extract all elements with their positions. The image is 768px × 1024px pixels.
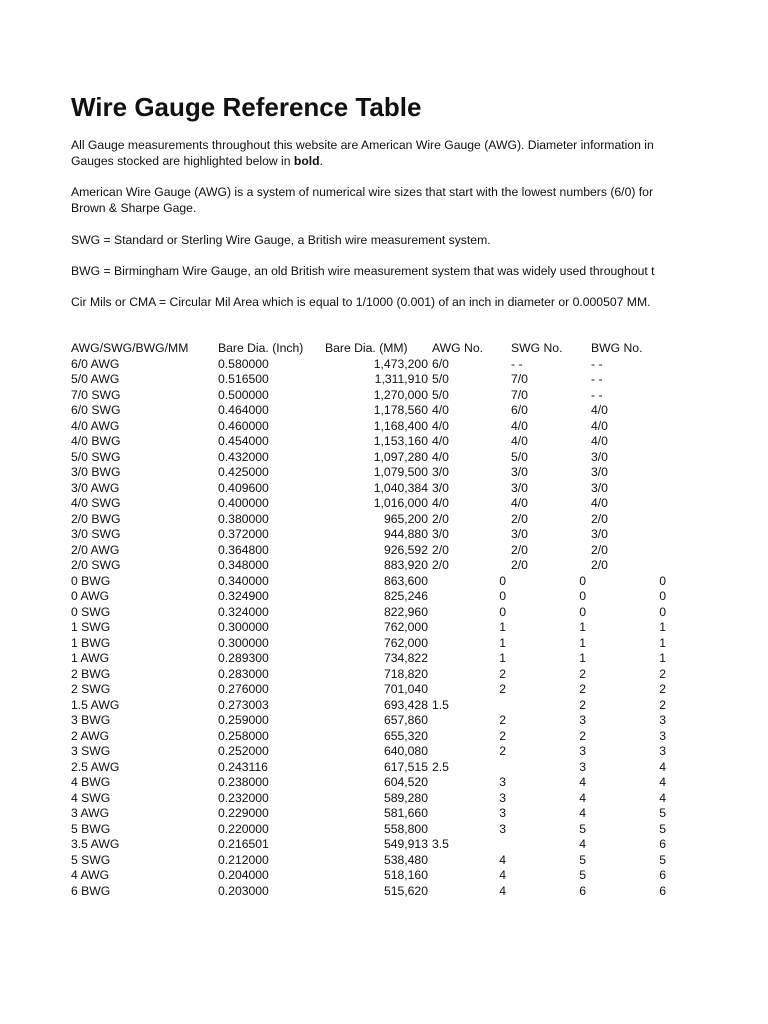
bwg-cell: 3/0 (591, 465, 608, 479)
table-row (71, 868, 668, 884)
inch-cell: 0.324000 (218, 604, 269, 619)
awg-cell: 4 (499, 868, 506, 882)
inch-cell: 0.364800 (218, 542, 269, 557)
inch-cell: 0.300000 (218, 620, 269, 634)
table-row (71, 682, 668, 698)
gauge-cell: 2 BWG (71, 666, 111, 681)
intro-paragraph-line-1: All Gauge measurements throughout this website are American Wire Gauge (AWG). Diameter information in (71, 138, 654, 152)
mm-cell: 1,168,400 (373, 418, 428, 433)
swg-cell: 3/0 (511, 465, 528, 479)
header-swg: SWG No. (511, 341, 563, 355)
swg-cell: 4/0 (511, 434, 528, 448)
bwg-cell: 6 (659, 868, 666, 882)
table-row (71, 729, 668, 745)
swg-cell: 1 (579, 620, 586, 634)
mm-cell: 883,920 (383, 558, 428, 572)
bwg-cell: - - (591, 387, 603, 402)
inch-cell: 0.273003 (218, 697, 269, 712)
inch-cell: 0.348000 (218, 558, 269, 572)
inch-cell: 0.283000 (218, 666, 269, 681)
gauge-cell: 7/0 SWG (71, 387, 121, 402)
mm-cell: 1,473,200 (373, 356, 428, 371)
gauge-cell: 1 SWG (71, 620, 111, 634)
table-row (71, 713, 668, 729)
inch-cell: 0.372000 (218, 527, 269, 541)
mm-cell: 762,000 (383, 635, 428, 650)
table-row (71, 806, 668, 822)
swg-cell: 5/0 (511, 449, 528, 464)
bwg-cell: 2/0 (591, 542, 608, 557)
gauge-cell: 0 AWG (71, 589, 110, 603)
inch-cell: 0.252000 (218, 744, 269, 758)
mm-cell: 640,080 (383, 744, 428, 758)
mm-cell: 822,960 (383, 604, 428, 619)
gauge-cell: 4 SWG (71, 790, 111, 805)
awg-cell: 3/0 (432, 480, 449, 495)
awg-cell: 3 (499, 806, 506, 820)
table-header-row (71, 341, 668, 357)
gauge-cell: 4/0 BWG (71, 434, 121, 448)
swg-cell: 5 (579, 868, 586, 882)
awg-cell: 2 (499, 744, 506, 758)
mm-cell: 1,311,910 (374, 372, 428, 386)
inch-cell: 0.324900 (218, 589, 269, 603)
bwg-cell: 6 (659, 837, 666, 851)
awg-cell: 4 (499, 883, 506, 898)
table-row (71, 558, 668, 574)
inch-cell: 0.212000 (218, 852, 269, 867)
swg-cell: 2/0 (511, 542, 528, 557)
mm-cell: 1,178,560 (373, 403, 428, 417)
bwg-cell: 3/0 (591, 480, 608, 495)
mm-cell: 1,153,160 (373, 434, 428, 448)
bwg-cell: 4/0 (591, 434, 608, 448)
bwg-cell: 1 (659, 635, 666, 650)
table-row (71, 496, 668, 512)
inch-cell: 0.409600 (218, 480, 269, 495)
mm-cell: 558,800 (383, 821, 428, 836)
table-row (71, 403, 668, 419)
swg-cell: 5 (579, 852, 586, 867)
gauge-cell: 5 BWG (71, 821, 111, 836)
bwg-cell: 5 (659, 852, 666, 867)
bwg-cell: - - (591, 372, 603, 386)
header-awg: AWG No. (432, 341, 484, 355)
mm-cell: 863,600 (383, 573, 428, 588)
mm-cell: 657,860 (383, 713, 428, 727)
swg-cell: 7/0 (511, 387, 528, 402)
header-mm: Bare Dia. (MM) (325, 341, 408, 355)
awg-cell: 4/0 (432, 496, 449, 510)
awg-cell: 4/0 (432, 418, 449, 433)
awg-cell: 0 (499, 589, 506, 603)
inch-cell: 0.380000 (218, 511, 269, 526)
awg-paragraph-line-1: American Wire Gauge (AWG) is a system of numerical wire sizes that start with the lowest numbers (6/0) for (71, 185, 654, 199)
table-row (71, 543, 668, 559)
mm-cell: 604,520 (383, 775, 428, 789)
gauge-cell: 5 SWG (71, 852, 111, 867)
table-row (71, 434, 668, 450)
table-row (71, 574, 668, 590)
awg-cell: 3 (499, 821, 506, 836)
gauge-cell: 4 BWG (71, 775, 111, 789)
gauge-cell: 1 AWG (71, 651, 110, 665)
swg-cell: 4/0 (511, 496, 528, 510)
awg-cell: 2 (499, 666, 506, 681)
bwg-cell: 4/0 (591, 403, 608, 417)
bwg-cell: 3 (659, 728, 666, 743)
table-row (71, 372, 668, 388)
inch-cell: 0.229000 (218, 806, 269, 820)
awg-cell: 1 (499, 635, 506, 650)
awg-cell: 3 (499, 790, 506, 805)
gauge-cell: 2 SWG (71, 682, 111, 696)
inch-cell: 0.432000 (218, 449, 269, 464)
swg-cell: - - (511, 356, 523, 371)
inch-cell: 0.454000 (218, 434, 269, 448)
swg-cell: 2 (579, 666, 586, 681)
bwg-cell: 4 (659, 790, 666, 805)
mm-cell: 1,097,280 (373, 449, 428, 464)
awg-fraction-cell: 3.5 (432, 837, 449, 851)
inch-cell: 0.464000 (218, 403, 269, 417)
inch-cell: 0.340000 (218, 573, 269, 588)
gauge-cell: 4/0 AWG (71, 418, 120, 433)
table-body (71, 357, 668, 900)
gauge-cell: 2 AWG (71, 728, 110, 743)
awg-fraction-cell: 1.5 (432, 697, 449, 712)
mm-cell: 1,040,384 (373, 480, 428, 495)
table-row (71, 884, 668, 900)
bwg-cell: 2/0 (591, 558, 608, 572)
bwg-cell: 4 (659, 775, 666, 789)
table-row (71, 512, 668, 528)
mm-cell: 734,822 (383, 651, 428, 665)
table-row (71, 527, 668, 543)
inch-cell: 0.460000 (218, 418, 269, 433)
table-row (71, 388, 668, 404)
wire-gauge-table (71, 341, 668, 899)
awg-cell: 2 (499, 728, 506, 743)
inch-cell: 0.425000 (218, 465, 269, 479)
gauge-cell: 1 BWG (71, 635, 111, 650)
bwg-paragraph: BWG = Birmingham Wire Gauge, an old British wire measurement system that was widely used throughout t (71, 264, 655, 278)
document-content (71, 88, 668, 908)
awg-cell: 2/0 (432, 558, 449, 572)
swg-cell: 2 (579, 697, 586, 712)
awg-cell: 2 (499, 682, 506, 696)
swg-cell: 6 (579, 883, 586, 898)
bwg-cell: 1 (659, 620, 666, 634)
gauge-cell: 2/0 SWG (71, 558, 121, 572)
intro-paragraph-line-2 (71, 153, 323, 169)
swg-cell: 3/0 (511, 480, 528, 495)
inch-cell: 0.500000 (218, 387, 269, 402)
swg-cell: 3 (579, 759, 586, 774)
swg-cell: 2 (579, 682, 586, 696)
swg-cell: 4 (579, 806, 586, 820)
bwg-cell: 2 (659, 666, 666, 681)
mm-cell: 515,620 (383, 883, 428, 898)
awg-cell: 3/0 (432, 527, 449, 541)
gauge-cell: 1.5 AWG (71, 697, 120, 712)
bwg-cell: 1 (659, 651, 666, 665)
gauge-cell: 6/0 SWG (71, 403, 121, 417)
awg-cell: 3 (499, 775, 506, 789)
bwg-cell: 3/0 (591, 527, 608, 541)
table-row (71, 698, 668, 714)
mm-cell: 718,820 (383, 666, 428, 681)
swg-cell: 4 (579, 775, 586, 789)
swg-paragraph: SWG = Standard or Sterling Wire Gauge, a British wire measurement system. (71, 233, 491, 247)
awg-cell: 4/0 (432, 403, 449, 417)
header-bwg: BWG No. (591, 341, 643, 355)
bwg-cell: 4 (659, 759, 666, 774)
mm-cell: 518,160 (383, 868, 428, 882)
gauge-cell: 4 AWG (71, 868, 110, 882)
table-row (71, 837, 668, 853)
table-row (71, 465, 668, 481)
swg-cell: 2 (579, 728, 586, 743)
inch-cell: 0.204000 (218, 868, 269, 882)
awg-cell: 0 (499, 604, 506, 619)
swg-cell: 3 (579, 744, 586, 758)
mm-cell: 926,592 (383, 542, 428, 557)
table-row (71, 667, 668, 683)
intro-paragraph-text: Gauges stocked are highlighted below in (71, 154, 294, 168)
inch-cell: 0.203000 (218, 883, 269, 898)
gauge-cell: 3 AWG (71, 806, 110, 820)
inch-cell: 0.232000 (218, 790, 269, 805)
awg-cell: 2 (499, 713, 506, 727)
mm-cell: 693,428 (383, 697, 428, 712)
table-row (71, 822, 668, 838)
awg-cell: 4/0 (432, 449, 449, 464)
awg-cell: 6/0 (432, 356, 449, 371)
swg-cell: 0 (579, 604, 586, 619)
header-inch: Bare Dia. (Inch) (218, 341, 304, 355)
table-row (71, 651, 668, 667)
table-row (71, 419, 668, 435)
bwg-cell: - - (591, 356, 603, 371)
table-row (71, 620, 668, 636)
bwg-cell: 2 (659, 697, 666, 712)
mm-cell: 944,880 (383, 527, 428, 541)
inch-cell: 0.243116 (218, 759, 268, 774)
table-row (71, 775, 668, 791)
cma-paragraph: Cir Mils or CMA = Circular Mil Area which is equal to 1/1000 (0.001) of an inch in diameter or 0.000507 MM. (71, 295, 651, 309)
swg-cell: 6/0 (511, 403, 528, 417)
awg-cell: 1 (499, 651, 506, 665)
gauge-cell: 3.5 AWG (71, 837, 120, 851)
swg-cell: 7/0 (511, 372, 528, 386)
mm-cell: 655,320 (383, 728, 428, 743)
awg-cell: 5/0 (432, 387, 449, 402)
mm-cell: 549,913 (383, 837, 428, 851)
inch-cell: 0.258000 (218, 728, 269, 743)
mm-cell: 617,515 (383, 759, 428, 774)
swg-cell: 1 (579, 651, 586, 665)
gauge-cell: 2/0 AWG (71, 542, 120, 557)
mm-cell: 965,200 (383, 511, 428, 526)
table-row (71, 791, 668, 807)
swg-cell: 0 (579, 589, 586, 603)
swg-cell: 3 (579, 713, 586, 727)
awg-cell: 2/0 (432, 542, 449, 557)
bwg-cell: 0 (659, 604, 666, 619)
awg-cell: 3/0 (432, 465, 449, 479)
gauge-cell: 3/0 BWG (71, 465, 121, 479)
bwg-cell: 3/0 (591, 449, 608, 464)
swg-cell: 5 (579, 821, 586, 836)
inch-cell: 0.580000 (218, 356, 269, 371)
inch-cell: 0.220000 (218, 821, 269, 836)
inch-cell: 0.289300 (218, 651, 269, 665)
page-title: Wire Gauge Reference Table (71, 92, 422, 122)
table-row (71, 636, 668, 652)
swg-cell: 2/0 (511, 558, 528, 572)
awg-cell: 5/0 (432, 372, 449, 386)
mm-cell: 825,246 (383, 589, 428, 603)
inch-cell: 0.400000 (218, 496, 269, 510)
gauge-cell: 5/0 AWG (71, 372, 120, 386)
intro-paragraph-period: . (319, 154, 324, 168)
swg-cell: 3/0 (511, 527, 528, 541)
bwg-cell: 2/0 (591, 511, 608, 526)
table-row (71, 450, 668, 466)
table-row (71, 744, 668, 760)
bwg-cell: 5 (659, 821, 666, 836)
gauge-cell: 6 BWG (71, 883, 111, 898)
inch-cell: 0.238000 (218, 775, 269, 789)
inch-cell: 0.276000 (218, 682, 269, 696)
swg-cell: 2/0 (511, 511, 528, 526)
bwg-cell: 3 (659, 713, 666, 727)
gauge-cell: 2/0 BWG (71, 511, 121, 526)
gauge-cell: 6/0 AWG (71, 356, 120, 371)
gauge-cell: 3 BWG (71, 713, 111, 727)
gauge-cell: 2.5 AWG (71, 759, 120, 774)
inch-cell: 0.216501 (218, 837, 269, 851)
mm-cell: 581,660 (383, 806, 428, 820)
inch-cell: 0.300000 (218, 635, 269, 650)
mm-cell: 1,016,000 (373, 496, 428, 510)
table-row (71, 760, 668, 776)
header-gauge: AWG/SWG/BWG/MM (71, 341, 189, 355)
awg-cell: 4/0 (432, 434, 449, 448)
swg-cell: 4 (579, 790, 586, 805)
bwg-cell: 2 (659, 682, 666, 696)
table-row (71, 853, 668, 869)
mm-cell: 1,079,500 (373, 465, 428, 479)
table-row (71, 481, 668, 497)
table-row (71, 605, 668, 621)
mm-cell: 589,280 (383, 790, 428, 805)
awg-fraction-cell: 2.5 (432, 759, 449, 774)
awg-cell: 4 (499, 852, 506, 867)
inch-cell: 0.259000 (218, 713, 269, 727)
table-row (71, 589, 668, 605)
mm-cell: 538,480 (383, 852, 428, 867)
mm-cell: 701,040 (383, 682, 428, 696)
gauge-cell: 3 SWG (71, 744, 111, 758)
bwg-cell: 3 (659, 744, 666, 758)
bwg-cell: 0 (659, 573, 666, 588)
gauge-cell: 5/0 SWG (71, 449, 121, 464)
swg-cell: 0 (579, 573, 586, 588)
mm-cell: 762,000 (383, 620, 428, 634)
bwg-cell: 4/0 (591, 496, 608, 510)
gauge-cell: 4/0 SWG (71, 496, 121, 510)
awg-cell: 1 (499, 620, 506, 634)
gauge-cell: 3/0 AWG (71, 480, 120, 495)
bold-keyword: bold (293, 154, 320, 168)
bwg-cell: 4/0 (591, 418, 608, 433)
awg-cell: 0 (499, 573, 506, 588)
bwg-cell: 5 (659, 806, 666, 820)
gauge-cell: 3/0 SWG (71, 527, 121, 541)
inch-cell: 0.516500 (218, 372, 269, 386)
swg-cell: 4 (579, 837, 586, 851)
bwg-cell: 6 (659, 883, 666, 898)
table-row (71, 357, 668, 373)
bwg-cell: 0 (659, 589, 666, 603)
mm-cell: 1,270,000 (373, 387, 428, 402)
swg-cell: 1 (579, 635, 586, 650)
gauge-cell: 0 BWG (71, 573, 111, 588)
awg-cell: 2/0 (432, 511, 449, 526)
awg-paragraph-line-2: Brown & Sharpe Gage. (71, 201, 197, 215)
gauge-cell: 0 SWG (71, 604, 111, 619)
swg-cell: 4/0 (511, 418, 528, 433)
